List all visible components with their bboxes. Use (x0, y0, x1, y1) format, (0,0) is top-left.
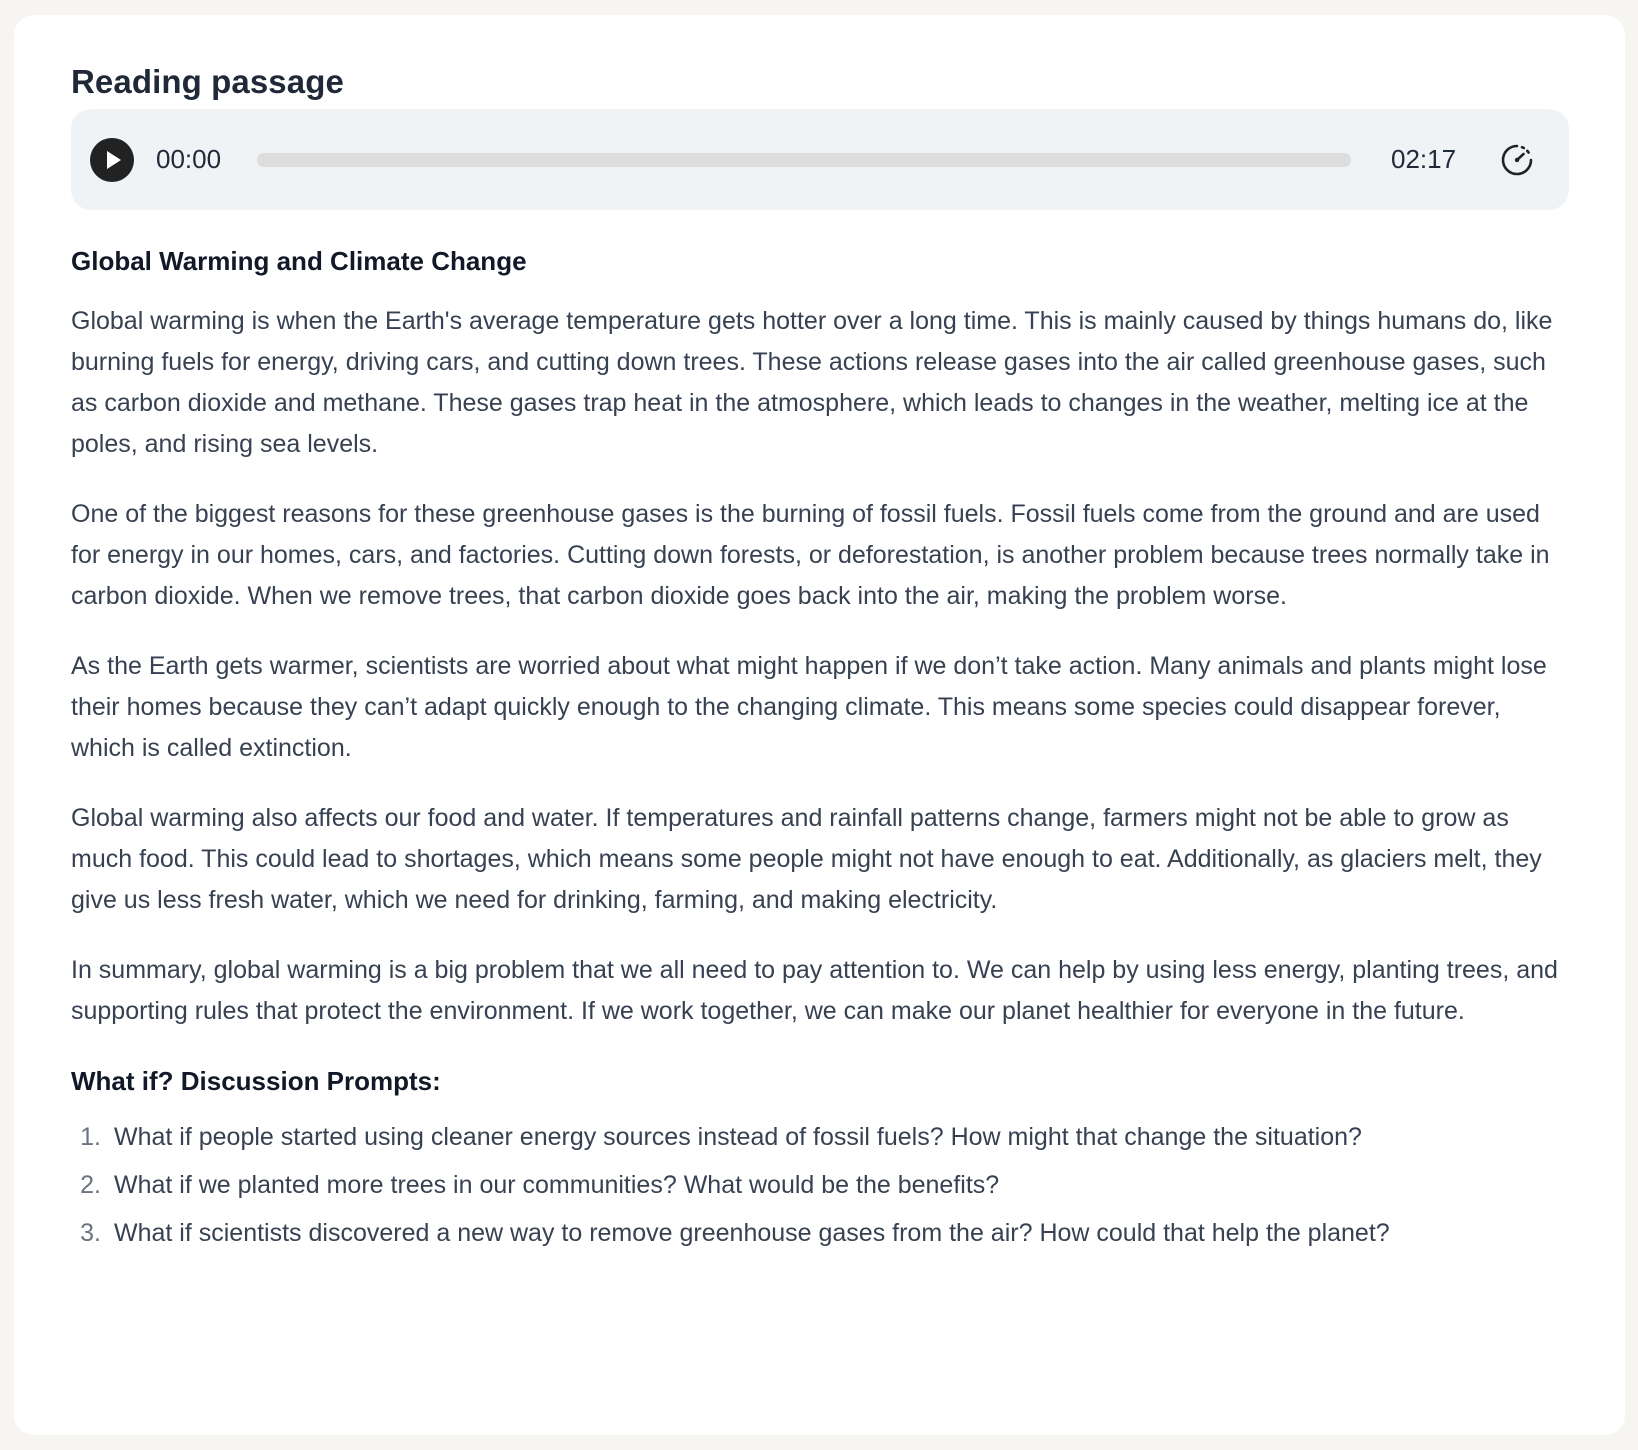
passage-title: Global Warming and Climate Change (71, 246, 527, 276)
passage-paragraph: One of the biggest reasons for these greenhouse gases is the burning of fossil fuels. Fossil fuels come from the ground and are used for energy in our homes, cars, and factories. Cutting down forests, or deforestation, is another problem because trees normally take in carbon dioxide. When we remove trees, that carbon dioxide goes back into the air, making the problem worse. (71, 500, 1550, 610)
audio-player (71, 109, 1569, 210)
page-title: Reading passage (71, 63, 344, 100)
list-item-number: 3. (80, 1219, 101, 1247)
play-icon (90, 138, 134, 182)
passage-paragraph: Global warming also affects our food and water. If temperatures and rainfall patterns change, farmers might not be able to grow as much food. This could lead to shortages, which means some people might not have enough to eat. Additionally, as glaciers melt, they give us less fresh water, which we need for drinking, farming, and making electricity. (71, 804, 1542, 914)
prompts-title: What if? Discussion Prompts: (71, 1066, 441, 1096)
list-item-text: What if people started using cleaner energy sources instead of fossil fuels? How might that change the situation? (114, 1123, 1362, 1151)
list-item-text: What if scientists discovered a new way to remove greenhouse gases from the air? How could that help the planet? (114, 1219, 1390, 1247)
list-item (71, 1119, 1571, 1155)
play-button[interactable] (90, 138, 134, 182)
passage-paragraph: As the Earth gets warmer, scientists are worried about what might happen if we don’t take action. Many animals and plants might lose their homes because they can’t adapt quickly enough to the changing climate. This means some species could disappear forever, which is called extinction. (71, 652, 1547, 762)
reading-card (14, 15, 1625, 1435)
total-time: 02:17 (1391, 144, 1457, 174)
prompt-list (71, 1119, 1571, 1251)
current-time: 00:00 (156, 144, 222, 174)
progress-bar[interactable] (257, 153, 1351, 167)
playback-speed-icon (1500, 143, 1534, 177)
passage-content (71, 243, 1571, 1263)
list-item-number: 2. (80, 1171, 101, 1199)
list-item-number: 1. (80, 1123, 101, 1151)
list-item (71, 1215, 1571, 1251)
list-item (71, 1167, 1571, 1203)
passage-paragraph: In summary, global warming is a big problem that we all need to pay attention to. We can help by using less energy, planting trees, and supporting rules that protect the environment. If we work together, we can make our planet healthier for everyone in the future. (71, 956, 1558, 1025)
list-item-text: What if we planted more trees in our communities? What would be the benefits? (114, 1171, 1000, 1199)
passage-paragraph: Global warming is when the Earth's average temperature gets hotter over a long time. This is mainly caused by things humans do, like burning fuels for energy, driving cars, and cutting down trees. These actions release gases into the air called greenhouse gases, such as carbon dioxide and methane. These gases trap heat in the atmosphere, which leads to changes in the weather, melting ice at the poles, and rising sea levels. (71, 307, 1553, 458)
playback-speed-button[interactable] (1500, 143, 1534, 177)
